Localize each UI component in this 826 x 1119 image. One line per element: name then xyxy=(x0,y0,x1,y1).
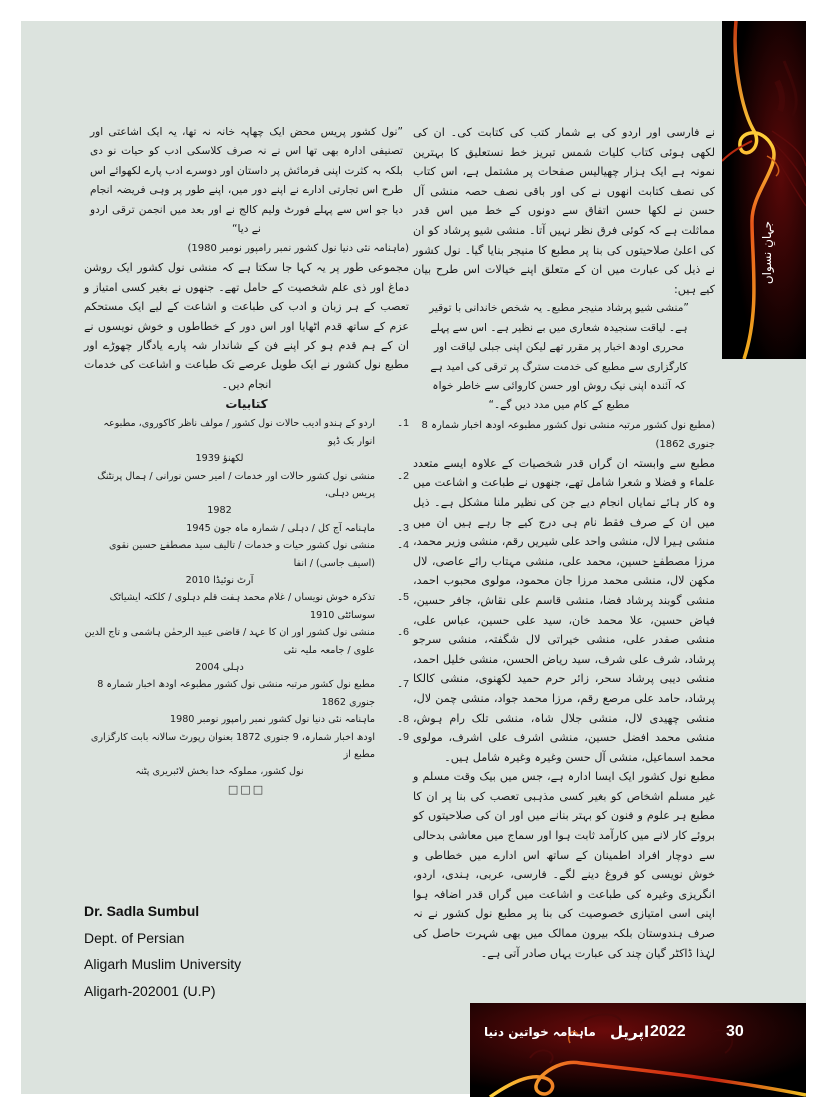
references-heading: کتابیات xyxy=(225,397,268,412)
author-dept: Dept. of Persian xyxy=(84,929,185,946)
paragraph: نے فارسی اور اردو کی بے شمار کتب کی کتابت کی۔ ان کی لکھی ہوئی کتاب کلیات شمس تبریز خط نستعلیق کا بہترین نمونہ ہے ایک ہزار چھیالیس صفحات پر مشتمل ہے، اس کتاب کی نصف کتابت انھوں نے کی اور باقی نصف حصہ منشی آل حسن نے لکھا حسن اتفاق سے دونوں کے خط میں اس قدر مماثلت ہے کہ کوئی فرق نظر نہیں آتا۔ منشی شیو پرشاد کو ان کی اعلیٰ صلاحیتوں کی بنا پر مطبع کا منیجر بنایا گیا۔ نول کشور نے ذیل کی عبارت میں ان کے متعلق اپنے خیالات اس طرح بیان کیے ہیں: xyxy=(413,126,715,296)
magazine-name: ماہنامہ خواتین دنیا xyxy=(484,1025,596,1039)
article-column-right xyxy=(413,123,715,999)
citation: (ماہنامہ نئی دنیا نول کشور نمبر رامپور نومبر 1980) xyxy=(187,243,409,255)
reference-text xyxy=(84,589,375,624)
reference-title: منشی نول کشور حیات و خدمات / تالیف سید مصطفےٰ حسین نقوی (اسیف جاسی) / انفا xyxy=(109,540,375,569)
issue-year: 2022 xyxy=(650,1023,686,1040)
reference-text xyxy=(84,711,375,728)
author-block xyxy=(84,898,344,1004)
reference-item xyxy=(84,676,409,711)
reference-number: 3۔ xyxy=(397,521,409,534)
reference-title: ماہنامہ نئی دنیا نول کشور نمبر رامپور نومبر 1980 xyxy=(170,714,375,726)
footer-swirl-icon xyxy=(470,1003,806,1097)
reference-title: اودھ اخبار شمارہ، 9 جنوری 1872 بعنوان رپورٹ سالانہ بابت کارگزاری مطبع از xyxy=(90,731,375,760)
reference-text xyxy=(84,537,375,589)
reference-number: 6۔ xyxy=(397,626,409,639)
reference-continuation: لکھنؤ 1939 xyxy=(195,453,244,465)
paragraph: مجموعی طور پر یہ کہا جا سکتا ہے کہ منشی نول کشور ایک روشن دماغ اور ذی علم شخصیت کے حامل تھے۔ جنھوں نے بغیر کسی امتیاز و تعصب کے ہر زبان و ادب کی طباعت و اشاعت کے لیے ایک مستحکم عزم کے ساتھ قدم اٹھایا اور اس دور کے خطاطوں و خوش نویسوں نے ان کے ہم قدم ہو کر اپنے فن کے شاندار شہ پارے یادگار چھوڑے اور مطبع نول کشور نے ایک طویل عرصے تک طباعت و اشاعت کی خدمات انجام دیں۔ xyxy=(84,261,409,391)
reference-item xyxy=(84,589,409,624)
reference-title: مطبع نول کشور مرتبہ منشی نول کشور مطبوعہ اودھ اخبار شمارہ 8 جنوری 1862 xyxy=(97,679,375,708)
reference-title: منشی نول کشور حالات اور خدمات / امیر حسن نورانی / ہمال پرنٹنگ پریس دہلی، xyxy=(97,470,375,499)
reference-number: 1۔ xyxy=(397,417,409,430)
reference-item xyxy=(84,468,409,520)
reference-item xyxy=(84,537,409,589)
page-number: 30 xyxy=(726,1023,744,1040)
reference-text xyxy=(84,729,375,781)
block-quote: ”منشی شیو پرشاد منیجر مطبع۔ یہ شخص خاندانی با توقیر ہے۔ لیاقت سنجیدہ شعاری میں بے نظیر ہے۔ اس سے پہلے محرری اودھ اخبار پر مقرر تھے لیکن اپنی جبلی لیاقت اور کارگزاری سے مطبع کی خدمت سترگ پر ترقی کی امید ہے کہ آئندہ اپنی نیک روش اور حسن کاروائی سے خاطر خواہ مطبع کے کام میں مدد دیں گے۔“ xyxy=(429,302,689,412)
sidebar-title: جہانِ نسواں xyxy=(760,221,774,285)
reference-text xyxy=(84,468,375,520)
reference-item xyxy=(84,624,409,676)
reference-item xyxy=(84,520,409,537)
reference-number: 5۔ xyxy=(397,591,409,604)
issue-month: اپریل xyxy=(610,1023,650,1041)
end-mark: □□□ xyxy=(227,782,266,796)
block-quote: ”نول کشور پریس محض ایک چھاپہ خانہ نہ تھا، یہ ایک اشاعتی اور تصنیفی ادارہ بھی تھا اس نے نہ صرف کلاسکی ادب کو حیات نو دی بلکہ بہ کثرت اپنی فرمائش پر داستان اور دوسرے ادب پارے لکھوائے اس طرح اس تجارتی ادارے نے اپنے دور میں، اپنے طور پر وہی فریضہ انجام دیا جو اس سے پہلے فورٹ ولیم کالج نے اور بعد میں انجمن ترقی اردو نے دیا“ xyxy=(90,126,403,236)
paragraph: مطبع سے وابستہ ان گراں قدر شخصیات کے علاوہ ایسے متعدد علماء و فضلا و شعرا شامل تھے، جنھوں نے طباعت و اشاعت میں وہ کار ہائے نمایاں انجام دیے جن کی نظیر ملنا مشکل ہے۔ ذیل میں ان کے صرف فقط نام ہی درج کیے جا رہے ہیں ان میں منشی ہیرا لال، منشی واحد علی شیریں رقم، منشی وزیر محمد، مرزا مصطفےٰ حسین، محمد علی، منشی مہتاب رائے عاصی، لال مکھن لال، منشی محمد مرزا جان محمود، مولوی محبوب احمد، منشی گوبند پرشاد فضا، منشی قاسم علی نقاش، جافر حسین، فیاض حسین، علا محمد خان، سید علی حسین، عباس علی، منشی صفدر علی، منشی خیراتی لال شگفتہ، منشی سرجو پرشاد، شرف علی شرف، سید ریاض الحسن، منشی خلیل احمد، منشی دیبی پرشاد سحر، زائر حرم حمید لکھنوی، منشی کالکا پرشاد، حامد علی مرصع رقم، مرزا محمد جواد، منشی چمن لال، منشی چھیدی لال، منشی جلال شاہ، منشی تلک رام ہوش، منشی محمد افضل حسین، منشی اشرف علی اشرف، مولوی محمد اسماعیل، منشی آل حسن وغیرہ وغیرہ شامل ہیں۔ xyxy=(413,456,715,764)
section-sidebar xyxy=(722,21,806,359)
reference-number: 4۔ xyxy=(397,539,409,552)
reference-continuation: دہلی 2004 xyxy=(195,661,244,673)
reference-item xyxy=(84,415,409,467)
references-list xyxy=(84,415,409,781)
reference-text xyxy=(84,676,375,711)
reference-continuation: 1982 xyxy=(207,505,232,517)
decorative-swirl-icon xyxy=(722,21,806,359)
citation: (مطبع نول کشور مرتبہ منشی نول کشور مطبوعہ اودھ اخبار شمارہ 8 جنوری 1862) xyxy=(421,419,715,450)
reference-text xyxy=(84,624,375,676)
paragraph: مطبع نول کشور ایک ایسا ادارہ ہے، جس میں بیک وقت مسلم و غیر مسلم اشخاص کو بغیر کسی مذہبی تعصب کی بنا پر ان کا مطبع ہر علوم و فنون کو بہتر بنانے میں اور ان کی صلاحیتوں کو بروئے کار لانے میں کارآمد ثابت ہوا اور سماج میں معاشی بدحالی سے دوچار افراد اطمینان کے ساتھ اس ادارے میں خطاطی و خوش نویسی کو فروغ دینے لگے۔ فارسی، عربی، ہندی، اردو، انگریزی وغیرہ کی طباعت و اشاعت میں گراں قدر اضافہ ہوا اپنی اسی امتیازی خصوصیت کی بنا پر مطبع نول کشور نے نہ صرف ہندوستان بلکہ بیرون ممالک میں بھی شہرت حاصل کی لہٰذا ڈاکٹر گیان چند کی عبارت یہاں صادر آتی ہے۔ xyxy=(413,770,715,960)
reference-number: 7۔ xyxy=(397,678,409,691)
reference-number: 2۔ xyxy=(397,469,409,482)
reference-item xyxy=(84,711,409,728)
reference-text xyxy=(84,415,375,467)
author-address: Aligarh-202001 (U.P) xyxy=(84,982,216,999)
author-name: Dr. Sadla Sumbul xyxy=(84,903,200,919)
reference-text xyxy=(84,520,375,537)
page-footer xyxy=(470,1003,806,1097)
reference-title: اردو کے ہندو ادیب حالات نول کشور / مولف ناظر کاکوروی، مطبوعہ انوار بک ڈپو xyxy=(103,418,375,447)
article-column-left xyxy=(84,123,409,891)
reference-continuation: آرٹ نوئیڈا 2010 xyxy=(185,574,254,586)
reference-number: 9۔ xyxy=(397,730,409,743)
reference-title: منشی نول کشور اور ان کا عہد / قاضی عبید الرحمٰن ہاشمی و تاج الدین علوی / جامعہ ملیہ نئی xyxy=(84,627,375,656)
reference-title: ماہنامہ آج کل / دہلی / شمارہ ماہ جون 1945 xyxy=(186,522,375,534)
reference-number: 8۔ xyxy=(397,713,409,726)
reference-item xyxy=(84,729,409,781)
footer-info xyxy=(470,1021,806,1045)
reference-title: تذکرہ خوش نویساں / غلام محمد ہفت قلم دہلوی / کلکتہ ایشیاٹک سوسائٹی 1910 xyxy=(109,592,375,621)
reference-continuation: نول کشور، مملوکہ خدا بخش لائبریری پٹنہ xyxy=(135,766,304,778)
author-university: Aligarh Muslim University xyxy=(84,956,242,972)
